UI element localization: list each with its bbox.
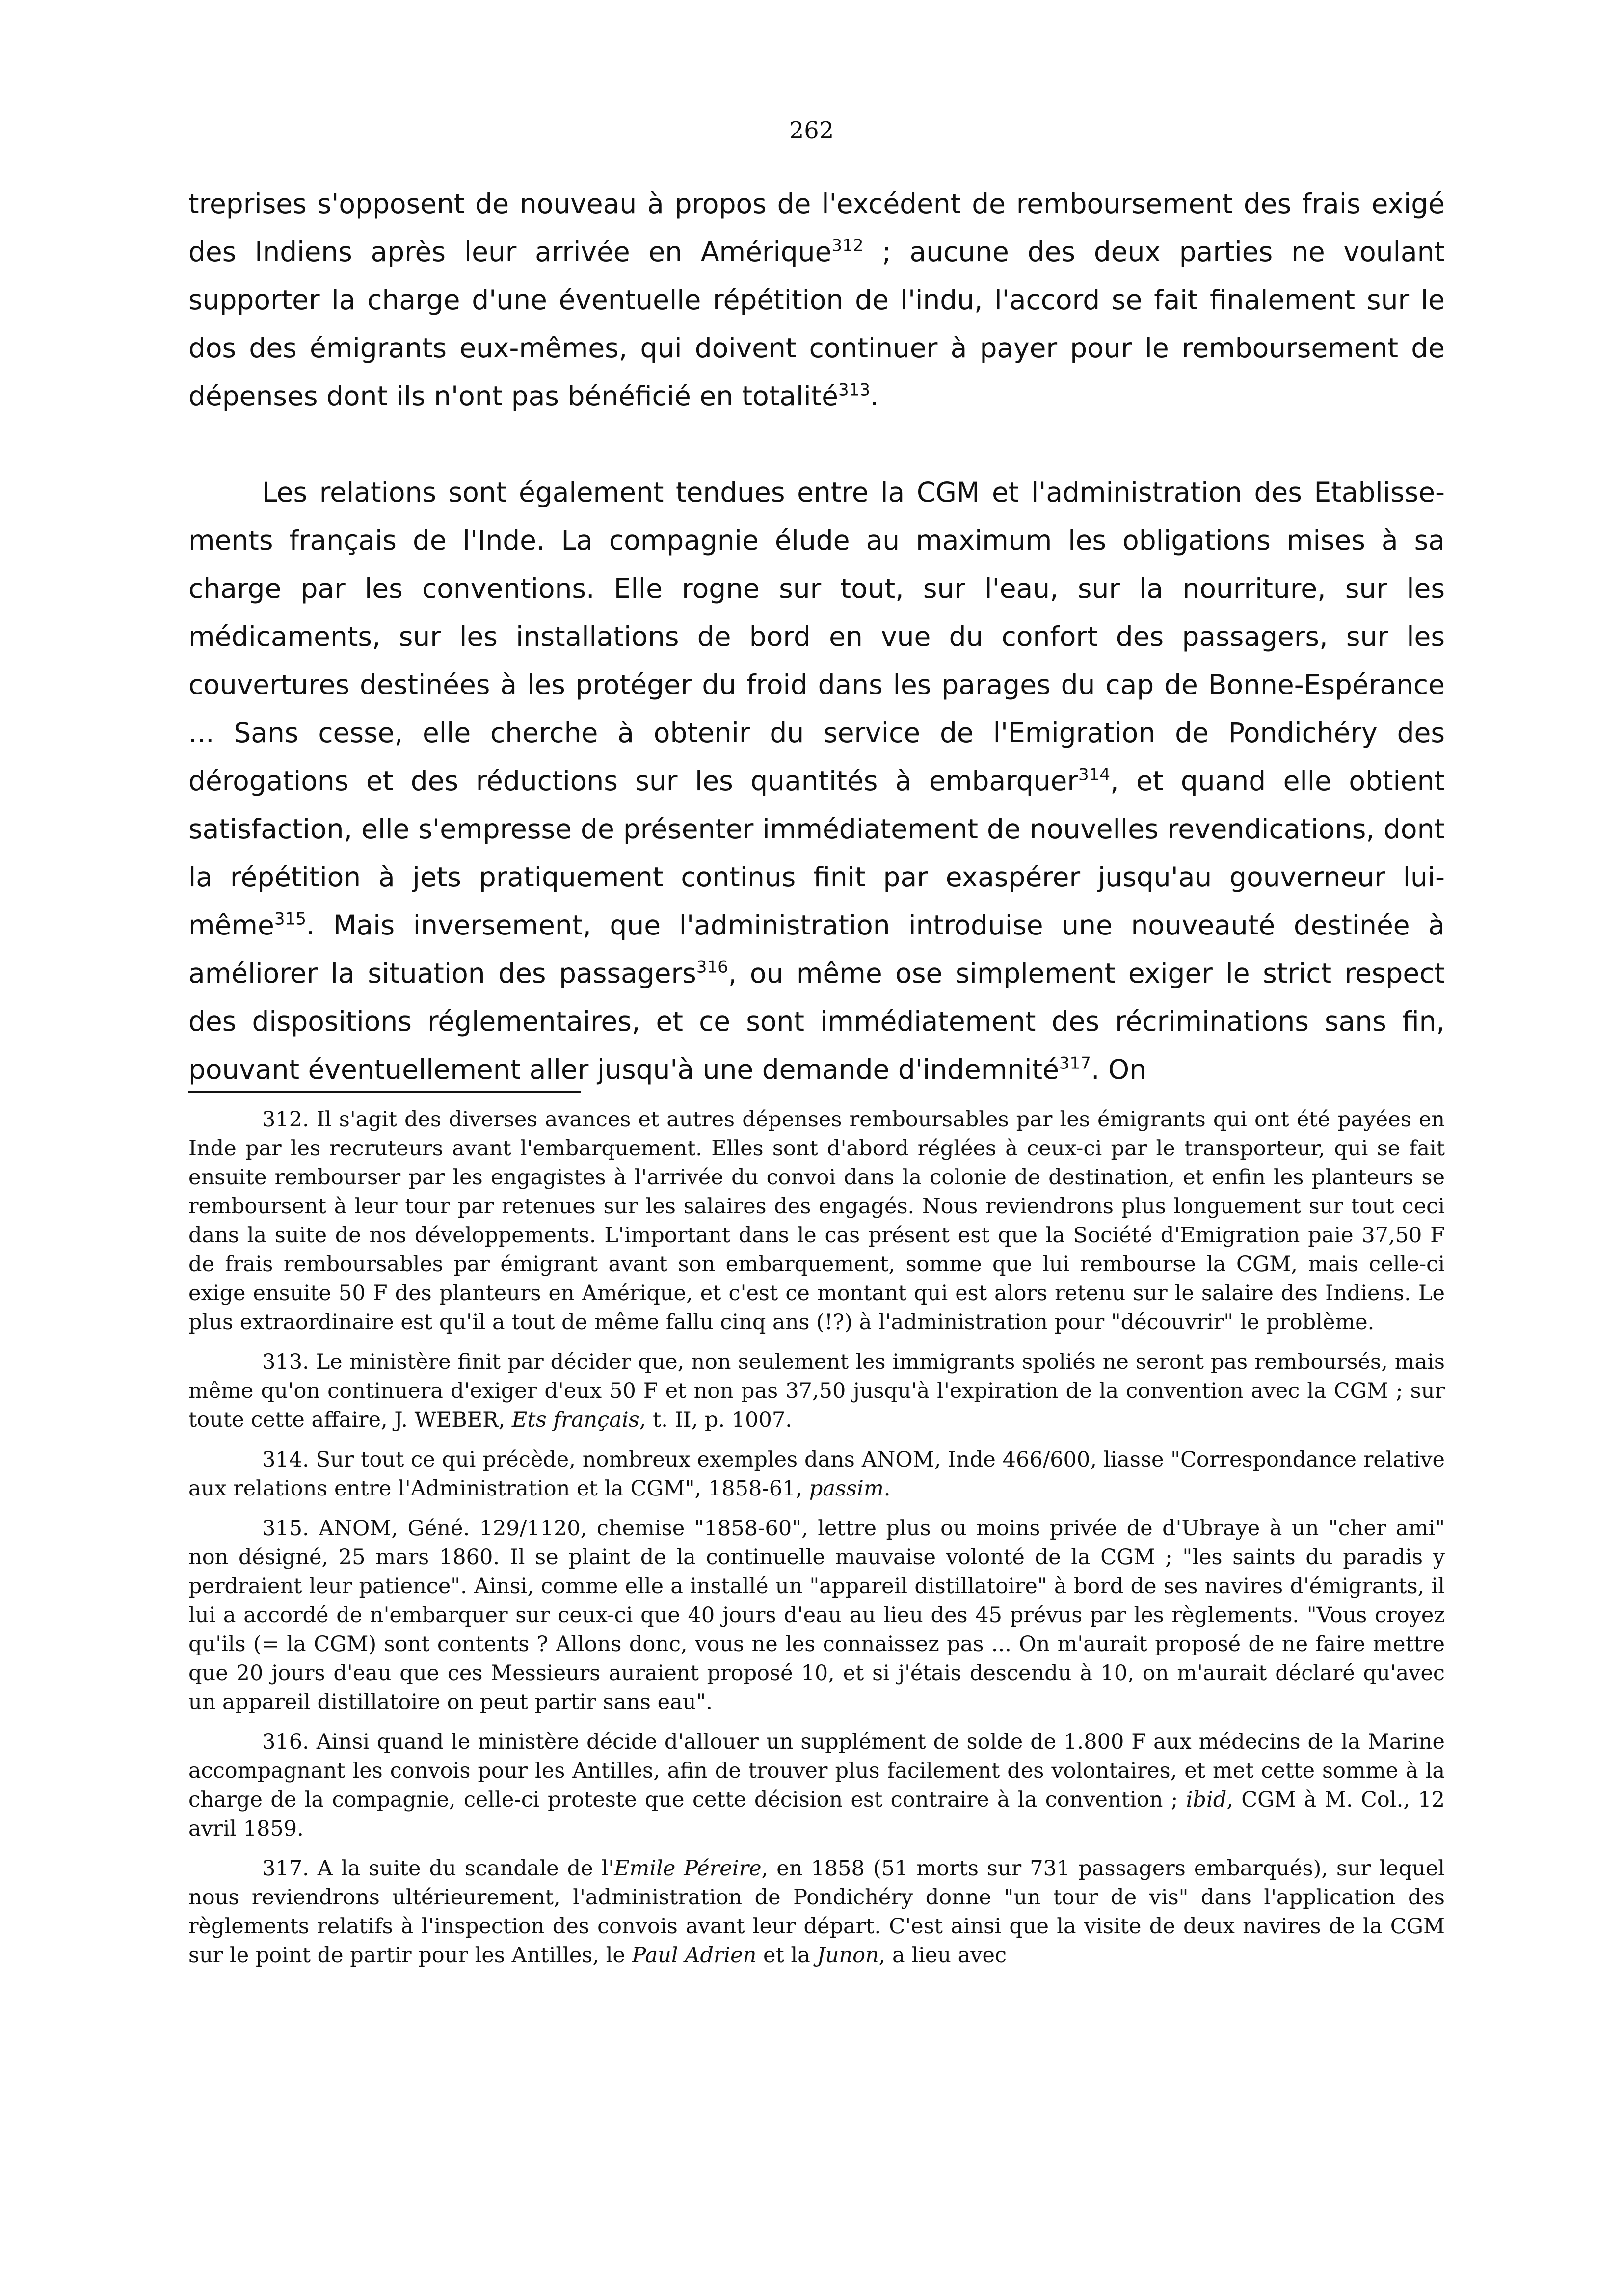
footnote-316: 316. Ainsi quand le ministère décide d'allouer un supplément de solde de 1.800 F aux médecins de la Marine accompagnant les convois pour les Antilles, afin de trouver plus facilement des volontaires, et met cette somme à la charge de la compagnie, celle-ci proteste que cette décision est contraire à la convention ; ibid, CGM à M. Col., 12 avril 1859. <box>188 1730 1445 1841</box>
paragraph-1: treprises s'opposent de nouveau à propos de l'excédent de remboursement des frais exigé des Indiens après leur arrivée en Amérique$^{312}$ ; aucune des deux parties ne voulant supporter la charge d'une éventuelle répétition de l'indu, l'accord se fait finalement sur le dos des émigrants eux-mêmes, qui doivent continuer à payer pour le remboursement de dépenses dont ils n'ont pas bénéficié en totalité$^{313}$. <box>188 188 1445 412</box>
footnotes <box>188 1105 1445 1970</box>
footnote-314: 314. Sur tout ce qui précède, nombreux exemples dans ANOM, Inde 466/600, liasse "Correspondance relative aux relations entre l'Administration et la CGM", 1858-61, passim. <box>188 1447 1445 1501</box>
footnote-ref-317[interactable]: 317 <box>1059 1053 1091 1073</box>
footnote-313: 313. Le ministère finit par décider que, non seulement les immigrants spoliés ne seront pas remboursés, mais même qu'on continuera d'exiger d'eux 50 F et non pas 37,50 jusqu'à l'expiration de la convention avec la CGM ; sur toute cette affaire, J. WEBER, Ets français, t. II, p. 1007. <box>188 1350 1445 1432</box>
footnote-separator <box>188 1091 581 1093</box>
footnote-317: 317. A la suite du scandale de l'Emile Péreire, en 1858 (51 morts sur 731 passagers embarqués), sur lequel nous reviendrons ultérieurement, l'administration de Pondichéry donne "un tour de vis" dans l'application des règlements relatifs à l'inspection des convois avant leur départ. C'est ainsi que la visite de deux navires de la CGM sur le point de partir pour les Antilles, le Paul Adrien et la Junon, a lieu avec <box>188 1856 1445 1968</box>
page-number: 262 <box>789 117 834 144</box>
footnote-ref-312[interactable]: 312 <box>831 236 864 256</box>
paragraph-2: Les relations sont également tendues entre la CGM et l'administration des Etablissements français de l'Inde. La compagnie élude au maximum les obligations mises à sa charge par les conventions. Elle rogne sur tout, sur l'eau, sur la nourriture, sur les médicaments, sur les installations de bord en vue du confort des passagers, sur les couvertures destinées à les protéger du froid dans les parages du cap de Bonne-Espérance ... Sans cesse, elle cherche à obtenir du service de l'Emigration de Pondichéry des dérogations et des réductions sur les quantités à embarquer$^{314}$, et quand elle obtient satisfaction, elle s'empresse de présenter immédiatement de nouvelles revendications, dont la répétition à jets pratiquement continus finit par exaspérer jusqu'au gouverneur lui-même$^{315}$. Mais inversement, que l'administration introduise une nouveauté destinée à améliorer la situation des passagers$^{316}$, ou même ose simplement exiger le strict respect des dispositions réglementaires, et ce sont immédiatement des récriminations sans fin, pouvant éventuellement aller jusqu'à une demande d'indemnité$^{317}$. On <box>188 477 1445 1085</box>
footnote-ref-316[interactable]: 316 <box>696 957 728 977</box>
main-text <box>188 180 1445 1094</box>
footnote-ref-314[interactable]: 314 <box>1078 765 1111 785</box>
footnote-312: 312. Il s'agit des diverses avances et autres dépenses remboursables par les émigrants qui ont été payées en Inde par les recruteurs avant l'embarquement. Elles sont d'abord réglées à ceux-ci par le transporteur, qui se fait ensuite rembourser par les engagistes à l'arrivée du convoi dans la colonie de destination, et enfin les planteurs se remboursent à leur tour par retenues sur les salaires des engagés. Nous reviendrons plus longuement sur tout ceci dans la suite de nos développements. L'important dans le cas présent est que la Société d'Emigration paie 37,50 F de frais remboursables par émigrant avant son embarquement, somme que lui rembourse la CGM, mais celle-ci exige ensuite 50 F des planteurs en Amérique, et c'est ce montant qui est alors retenu sur le salaire des Indiens. Le plus extraordinaire est qu'il a tout de même fallu cinq ans (!?) à l'administration pour "découvrir" le problème. <box>188 1107 1445 1335</box>
footnote-ref-313[interactable]: 313 <box>838 380 871 400</box>
footnote-ref-315[interactable]: 315 <box>274 909 306 929</box>
footnote-315: 315. ANOM, Géné. 129/1120, chemise "1858-60", lettre plus ou moins privée de d'Ubraye à un "cher ami" non désigné, 25 mars 1860. Il se plaint de la continuelle mauvaise volonté de la CGM ; "les saints du paradis y perdraient leur patience". Ainsi, comme elle a installé un "appareil distillatoire" à bord de ses navires d'émigrants, il lui a accordé de n'embarquer sur ceux-ci que 40 jours d'eau au lieu des 45 prévus par les règlements. "Vous croyez qu'ils (= la CGM) sont contents ? Allons donc, vous ne les connaissez pas ... On m'aurait proposé de ne faire mettre que 20 jours d'eau que ces Messieurs auraient proposé 10, et si j'étais descendu à 10, on m'aurait déclaré qu'avec un appareil distillatoire on peut partir sans eau". <box>188 1516 1445 1714</box>
